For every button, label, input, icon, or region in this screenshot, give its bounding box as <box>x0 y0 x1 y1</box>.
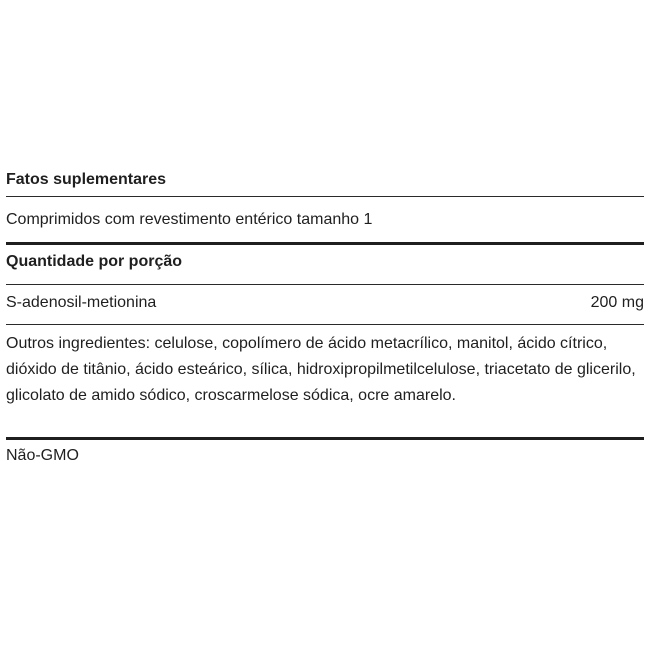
nutrient-amount: 200 mg <box>590 294 644 311</box>
serving-size: Comprimidos com revestimento entérico tamanho 1 <box>6 211 373 228</box>
amount-per-serving-heading: Quantidade por porção <box>6 253 183 270</box>
panel-title: Fatos suplementares <box>6 171 167 188</box>
non-gmo-note: Não-GMO <box>6 447 79 464</box>
supplement-facts-panel <box>6 166 644 467</box>
nutrient-name: S-adenosil-metionina <box>6 294 157 311</box>
other-ingredients: Outros ingredientes: celulose, copolímero de ácido metacrílico, manitol, ácido cítrico, dióxido de titânio, ácido esteárico, sílica, hidroxipropilmetilcelulose, triacetato de glicerilo, glicolato de amido sódico, croscarmelose sódica, ocre amarelo. <box>6 335 636 404</box>
nutrient-row <box>6 285 644 324</box>
